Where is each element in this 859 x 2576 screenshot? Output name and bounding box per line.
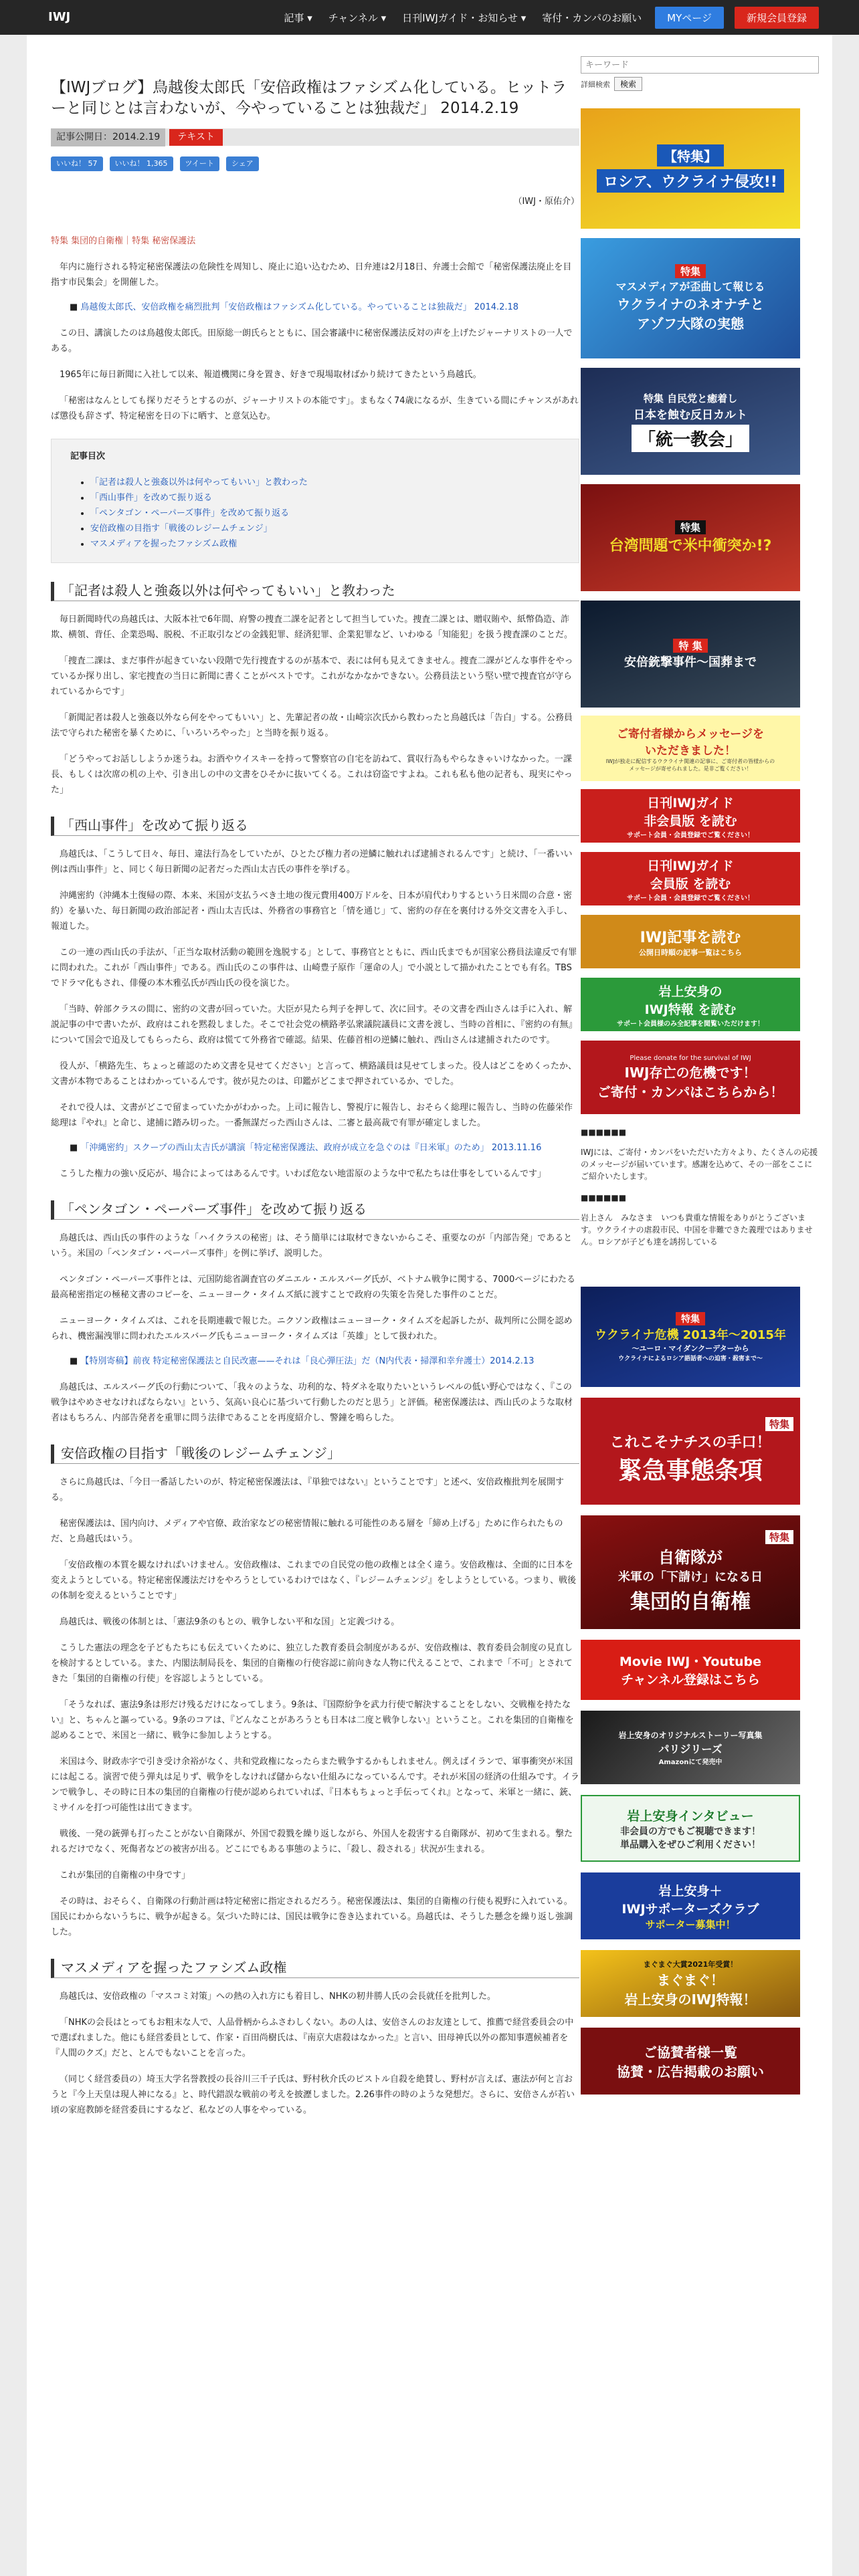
paragraph: 鳥越氏は、「こうして日々、毎日、違法行為をしていたが、ひとたび権力者の逆鱗に触れれば逮捕されるんです」と続け、「一番いい例は西山事件」と、同じく毎日新聞の記者だった西山太吉氏の事件を挙げる。	[51, 849, 573, 875]
paragraph: 「秘密はなんとしても探りだそうとするのが、ジャーナリストの本能です」。まもなく74歳になるが、生きている間にチャンスがあれば懲役も辞さず、特定秘密を日の下に晒す、と意気込む。	[51, 396, 579, 421]
banner-read-articles[interactable]: IWJ記事を読む 公開日時順の記事一覧はこちら	[581, 915, 800, 968]
paragraph: 「そうなれば、憲法9条は形だけ残るだけになってしまう。9条は、『国際紛争を武力行使で解決することをしない、交戦権を持たない』と、ちゃんと謳っている。9条のコアは、『どんなことがあろうとも日本は二度と戦争しない』ということ。これを集団的自衛権を認めることで、米国と一緒に、戦争に参加しようとする。	[51, 1700, 574, 1741]
paragraph: 鳥越氏は、西山氏の事件のような「ハイクラスの秘密」は、そう簡単には取材できないからこそ、重要なのが「内部告発」であるという。米国の「ペンタゴン・ペーパーズ事件」を例に挙げ、説明した。	[51, 1233, 573, 1259]
paragraph: 戦後、一発の銃弾も打ったことがない自衛隊が、外国で殺戮を繰り返しながら、外国人を殺害する自衛隊が、初めて生まれる。撃たれるだけでなく、死傷者などの被害が出る。どこにでもある事態のように、「殺し、殺される」状況が生まれる。	[51, 1829, 573, 1854]
date-label: 記事公開日：2014.2.19	[51, 128, 165, 146]
related-link-anchor[interactable]: 【特別寄稿】前夜 特定秘密保護法と自民改憲——それは「良心弾圧法」だ（N内代表・掃澤和幸弁護士）2014.2.13	[80, 1356, 535, 1366]
search-input[interactable]	[581, 56, 819, 74]
note-heading: ■■■■■■	[581, 1193, 627, 1202]
paragraph: （同じく経営委員の）埼玉大学名誉教授の長谷川三千子氏は、野村秋介氏のピストル自殺を絶賛し、野村が言えば、憲法が何と言おうと『今上天皇は現人神になる』と、時代錯誤な戦前の考えを披瀝しました。2.26事件の時のような発想だ。さらに、安倍さんが若い頃の家庭教師を経営委員にするなど、私などの人事をやっている。	[51, 2074, 575, 2115]
toc-title: 記事目次	[70, 451, 106, 461]
like-button[interactable]: いいね！ 57	[51, 156, 103, 171]
tweet-button[interactable]: ツイート	[180, 156, 219, 171]
related-link: ■ 「沖縄密約」スクープの西山太吉氏が講演「特定秘密保護法、政府が成立を急ぐのは『日米軍』のため」 2013.11.16	[70, 1143, 542, 1153]
paragraph: 鳥越氏は、戦後の体制とは、「憲法9条のもとの、戦争しない平和な国」と定義づける。	[60, 1617, 400, 1627]
toc-item[interactable]: • 「記者は殺人と強姦以外は何やってもいい」と教わった	[90, 475, 565, 490]
paragraph: その時は、おそらく、自衛隊の行動計画は特定秘密に指定されるだろう。秘密保護法は、集団的自衛権の行使も視野に入れている。国民にわからないうちに、戦争が起きる。気づいた時には、国民は戦争に巻き込まれている。鳥越氏は、そうした懸念を繰り返し強調した。	[51, 1897, 573, 1937]
section-heading: 安倍政権の目指す「戦後のレジームチェンジ」	[51, 1444, 579, 1464]
banner-russia-ukraine[interactable]: 【特集】 ロシア、ウクライナ侵攻!!	[581, 108, 800, 229]
banner-taiwan[interactable]: 特集 台湾問題で米中衝突か!?	[581, 484, 800, 591]
banner-unification-church[interactable]: 特集 自民党と癒着し 日本を蝕む反日カルト 「統一教会」	[581, 368, 800, 475]
section-heading: 「西山事件」を改めて振り返る	[51, 817, 579, 836]
related-link: ■ 【特別寄稿】前夜 特定秘密保護法と自民改憲——それは「良心弾圧法」だ（N内代表・掃澤和幸弁護士）2014.2.13	[70, 1356, 535, 1366]
paragraph: こうした憲法の理念を子どもたちにも伝えていくために、独立した教育委員会制度があるが、安倍政権は、教育委員会制度の見直しを検討するとしている。また、内閣法制局長を、集団的自衛権の行使容認に前向きな人物に代えることで、これまで「不可」とされてきた「集団的自衛権の行使」を容認しようとしている。	[51, 1643, 573, 1684]
banner-emergency-clause[interactable]: 特集 これこそナチスの手口！ 緊急事態条項	[581, 1398, 800, 1505]
paragraph: 役人が、「横路先生、ちょっと確認のため文書を見せてください」と言って、横路議員は見せてしまった。役人はどこをめくったか、文書が本物であることはわかっているんです。彼が見たのは、印鑑がどこまで押されているか、でした。	[51, 1061, 577, 1087]
sidebar	[581, 56, 819, 2571]
related-link-anchor[interactable]: 「沖縄密約」スクープの西山太吉氏が講演「特定秘密保護法、政府が成立を急ぐのは『日米軍』のため」 2013.11.16	[80, 1143, 542, 1153]
search-button[interactable]: 検索	[614, 77, 642, 91]
banner-donation-crisis[interactable]: Please donate for the survival of IWJ IWJ存亡の危機です！ ご寄付・カンパはこちらから！	[581, 1041, 800, 1114]
paragraph: 「安倍政権の本質を観なければいけません。安倍政権は、これまでの自民党の他の政権とは全く違う。安倍政権は、全面的に日本を変えようとしている。特定秘密保護法だけをやろうとしているわけではなく、『レジームチェンジ』をしようとしている。つまり、戦後の体制を変えるということです」	[51, 1560, 576, 1601]
paragraph: 1965年に毎日新聞に入社して以来、報道機関に身を置き、好きで現場取材ばかり続けてきたという鳥越氏。	[60, 370, 482, 380]
table-of-contents	[51, 439, 579, 563]
paragraph: これが集団的自衛権の中身です」	[60, 1870, 191, 1881]
banner-sponsors[interactable]: ご協賛者様一覧 協賛・広告掲載のお願い	[581, 2028, 800, 2095]
nav-guide[interactable]: 日刊IWJガイド・お知らせ ▾	[402, 11, 527, 24]
banner-youtube[interactable]: Movie IWJ・Youtube チャンネル登録はこちら	[581, 1640, 800, 1700]
paragraph: それで役人は、文書がどこで留まっていたかがわかった。上司に報告し、警視庁に報告し、おそらく総理に報告し、当時の佐藤栄作総理は『やれ』と命じ、逮捕に踏み切った。一番無謀だった西山さんは、二審と最高裁で有罪が確定しました。	[51, 1103, 573, 1128]
related-link: ■ 鳥越俊太郎氏、安倍政権を痛烈批判「安倍政権はファシズム化している。やっていることは独裁だ」 2014.2.18	[70, 302, 519, 312]
paragraph: 沖縄密約（沖縄本土復帰の際、本来、米国が支払うべき土地の復元費用400万ドルを、日本が肩代わりするという日米間の合意・密約）を暴いた、毎日新聞の政治部記者・西山太吉氏は、外務省の事務官と「情を通じ」て、密約の存在を裏付ける外交文書を入手し、報道した。	[51, 891, 573, 932]
banner-mag2[interactable]: まぐまぐ大賞2021年受賞！ まぐまぐ！ 岩上安身のIWJ特報！	[581, 1950, 800, 2017]
paragraph: 鳥越氏は、安倍政権の「マスコミ対策」への熱の入れ方にも着目し、NHKの籾井勝人氏の会長就任を批判した。	[60, 1992, 496, 2002]
donor-message-box	[581, 1126, 819, 1248]
banner-ukraine-neonazi[interactable]: 特集 マスメディアが歪曲して報じる ウクライナのネオナチと アゾフ大隊の実態	[581, 238, 800, 358]
share-button[interactable]: シェア	[226, 156, 259, 171]
banner-abe-shooting[interactable]: 特 集 安倍銃撃事件〜国葬まで	[581, 601, 800, 708]
page-wrapper	[27, 35, 832, 2576]
paragraph: この日、講演したのは鳥越俊太郎氏。田原総一朗氏らとともに、国会審議中に秘密保護法反対の声を上げたジャーナリストの一人である。	[51, 328, 573, 354]
paragraph: さらに鳥越氏は、「今日一番話したいのが、特定秘密保護法は、『単独ではない』ということです」と述べ、安倍政権批判を展開する。	[51, 1477, 565, 1503]
paragraph: 米国は今、財政赤字で引き受け余裕がなく、共和党政権になったらまた戦争するかもしれません。例えばイランで、軍事衝突が米国には起こる。演習で使う弾丸は足りず、戦争をしなければ儲からない仕組みになっているんです。それが米国の経済の仕組みです。イランで戦争し、その時に日本の集団的自衛権の行使が認められていれば、『日本もちょっと手伝ってくれ』となって、米軍と一緒に、銃、ミサイルを打つ可能性は出てきます。	[51, 1757, 579, 1813]
nav-channels[interactable]: チャンネル ▾	[328, 11, 387, 24]
paragraph: 毎日新聞時代の鳥越氏は、大阪本社で6年間、府警の捜査二課を記者として担当していた。捜査二課とは、贈収賄や、紙幣偽造、詐欺、横領、背任、企業恐喝、脱税、不正取引などの金銭犯罪、経済犯罪、企業犯罪など、いわゆる「知能犯」を扱う捜査課のことだ。	[51, 615, 573, 640]
share-buttons	[51, 156, 579, 171]
categories[interactable]: 特集 集団的自衛権｜特集 秘密保護法	[51, 236, 196, 246]
banner-donor-messages[interactable]: ご寄付者様からメッセージを いただきました！ IWJが独走に配信するウクライナ関連の記事に、ご寄付者の皆様からの メッセージが寄せられました。是非ご覧ください！	[581, 716, 800, 781]
paragraph: 鳥越氏は、エルスバーグ氏の行動について、「我々のような、功利的な、特ダネを取りたいというレベルの低い野心ではなく、『この戦争はやめさせなければならない』という、気高い良心に基づいて行動したのだと思う」と評価。秘密保護法は、西山氏のような取材者はもちろん、内部告発者を重罪に問う法律であることを再度紹介し、警鐘を鳴らした。	[51, 1382, 573, 1423]
advanced-search-link[interactable]: 詳細検索	[581, 80, 610, 89]
paragraph: ニューヨーク・タイムズは、これを長期連載で報じた。ニクソン政権はニューヨーク・タイムズを起訴したが、裁判所に公開を認められ、機密漏洩罪に問われたエルスバーグ氏もニューヨーク・タイムズは「英雄」として扱われた。	[51, 1316, 573, 1341]
text-tag[interactable]: テキスト	[169, 129, 223, 146]
paragraph: 「当時、幹部クラスの間に、密約の文書が回っていた。大臣が見たら判子を押して、次に回す。その文書を西山さんは手に入れ、解説記事の中で書いたが、政府はこれを黙殺しました。そこで社会党の横路孝弘衆議院議員に文書を渡し、当時の首相に、『密約の有無』について国会で追及してもらったら、政府は慌てて外務省で確認。結果、佐藤首相の逆鱗に触れ、西山さんは逮捕されたのです。	[51, 1004, 577, 1045]
article	[51, 56, 579, 2571]
date-bar	[51, 128, 579, 146]
banner-ukraine-crisis[interactable]: 特集 ウクライナ危機 2013年〜2015年 〜ユーロ・マイダンクーデターから ウクライナによるロシア語話者への迫害・殺害まで〜	[581, 1287, 800, 1387]
related-link-anchor[interactable]: 鳥越俊太郎氏、安倍政権を痛烈批判「安倍政権はファシズム化している。やっていることは独裁だ」 2014.2.18	[80, 302, 519, 312]
nav-donate[interactable]: 寄付・カンパのお願い	[542, 11, 642, 24]
toc-item[interactable]: • 安倍政権の目指す「戦後のレジームチェンジ」	[90, 521, 565, 536]
author: （IWJ・原佑介）	[513, 197, 579, 207]
search-box	[581, 56, 819, 91]
paragraph: 年内に施行される特定秘密保護法の危険性を周知し、廃止に追い込むため、日弁連は2月18日、弁護士会館で「秘密保護法廃止を目指す市民集会」を開催した。	[51, 262, 572, 288]
paragraph: 「どうやってお話ししようか迷うね。お酒やウイスキーを持って警察官の自宅を訪ねて、賞収行為もやらなきゃいけなかった。一課長、もしくは次席の机の上や、引き出しの中の文書をひそかに抜いてくる。これは窃盗ですよね。これも私も他の記者も、現実にやった」	[51, 754, 573, 795]
paragraph: この一連の西山氏の手法が、「正当な取材活動の範囲を逸脱する」として、事務官とともに、西山氏までもが国家公務員法違反で有罪に問われた。これが「西山事件」である。西山氏のこの事件は、山崎豊子原作「運命の人」で小説として描かれたことでも有名。TBSでドラマ化もされ、俳優の本木雅弘氏が西山氏の役を演じた。	[51, 948, 577, 988]
main-nav	[281, 0, 819, 35]
toc-item[interactable]: • 「西山事件」を改めて振り返る	[90, 490, 565, 506]
paragraph: こうした権力の強い反応が、場合によってはあるんです。いわば危ない地雷原のような中で私たちは仕事をしているんです」	[60, 1169, 546, 1179]
note-heading: ■■■■■■	[581, 1128, 627, 1137]
paragraph: 「捜査二課は、まだ事件が起きていない段階で先行捜査するのが基本で、表には何も見えてきません。捜査二課がどんな事件をやっているか探り出し、家宅捜査の当日に新聞に書くことがベストです。これがなかなかできない。公務員法という堅い壁で捜査官が守られているからです」	[51, 656, 573, 697]
banner-photobook[interactable]: 岩上安身のオリジナルストーリー写真集 パリジリーズ Amazonにて発売中	[581, 1711, 800, 1784]
paragraph: 秘密保護法は、国内向け、メディアや官僚、政治家などの秘密情報に触れる可能性のある層を「締め上げる」ために作られたものだ、と鳥越氏はいう。	[51, 1519, 563, 1544]
register-button[interactable]: 新規会員登録	[735, 7, 819, 29]
banner-iwj-tokuho[interactable]: 岩上安身の IWJ特報 を読む サポート会員様のみ全記事を閲覧いただけます！	[581, 978, 800, 1031]
toc-item[interactable]: • マスメディアを握ったファシズム政権	[90, 536, 565, 552]
top-navbar	[0, 0, 859, 35]
toc-item[interactable]: • 「ペンタゴン・ペーパーズ事件」を改めて振り返る	[90, 506, 565, 521]
mypage-button[interactable]: MYページ	[655, 7, 724, 29]
note-text: 岩上さん みなさま いつも貴重な情報をありがとうございます。ウクライナの虐殺市民、中国を非難できた義理ではありません。ロシアが子ども達を誘拐している	[581, 1213, 813, 1247]
paragraph: ペンタゴン・ペーパーズ事件とは、元国防総省調査官のダニエル・エルスバーグ氏が、ベトナム戦争に関する、7000ページにわたる最高秘密指定の極秘文書のコピーを、ニューヨーク・タイムズ紙に渡すことで政府の失策を告発した事件のことだ。	[51, 1275, 575, 1300]
article-title: 【IWJブログ】鳥越俊太郎氏「安倍政権はファシズム化している。ヒットラーと同じとは言わないが、今やっていることは独裁だ」 2014.2.19	[51, 79, 567, 117]
banner-guide-free[interactable]: 日刊IWJガイド 非会員版 を読む サポート会員・会員登録でご覧ください！	[581, 789, 800, 843]
section-heading: マスメディアを握ったファシズム政権	[51, 1959, 579, 1978]
nav-articles[interactable]: 記事 ▾	[284, 11, 312, 24]
paragraph: 「新聞記者は殺人と強姦以外なら何をやってもいい」と、先輩記者の故・山崎宗次氏から教わったと鳥越氏は「告白」する。公務員法で守られた秘密を暴くために、「いろいろやった」と当時を振り返る。	[51, 713, 573, 738]
section-heading: 「記者は殺人と強姦以外は何やってもいい」と教わった	[51, 582, 579, 601]
facebook-like-button[interactable]: いいね！ 1,365	[110, 156, 173, 171]
banner-interview[interactable]: 岩上安身インタビュー 非会員の方でもご視聴できます！ 単品購入をぜひご利用ください！	[581, 1795, 800, 1862]
banner-collective-defense[interactable]: 特集 自衛隊が 米軍の「下請け」になる日 集団的自衛権	[581, 1515, 800, 1629]
banner-supporters-club[interactable]: 岩上安身＋ IWJサポーターズクラブ サポーター募集中！	[581, 1872, 800, 1939]
site-logo[interactable]: IWJ	[48, 10, 71, 24]
note-text: IWJには、ご寄付・カンパをいただいた方々より、たくさんの応援のメッセージが届いています。感謝を込めて、その一部をここにご紹介いたします。	[581, 1148, 818, 1181]
section-heading: 「ペンタゴン・ペーパーズ事件」を改めて振り返る	[51, 1200, 579, 1220]
paragraph: 「NHKの会長はとってもお粗末な人で、人品骨柄からふさわしくない。あの人は、安倍さんのお友達として、推薦で経営委員会の中で選ばれました。他にも経営委員として、作家・百田尚樹氏は、『南京大虐殺はなかった』と言い、田母神氏以外の都知事選候補者を『人間のクズ』だと、とんでもないことを言った。	[51, 2018, 574, 2058]
banner-guide-member[interactable]: 日刊IWJガイド 会員版 を読む サポート会員・会員登録でご覧ください！	[581, 852, 800, 905]
